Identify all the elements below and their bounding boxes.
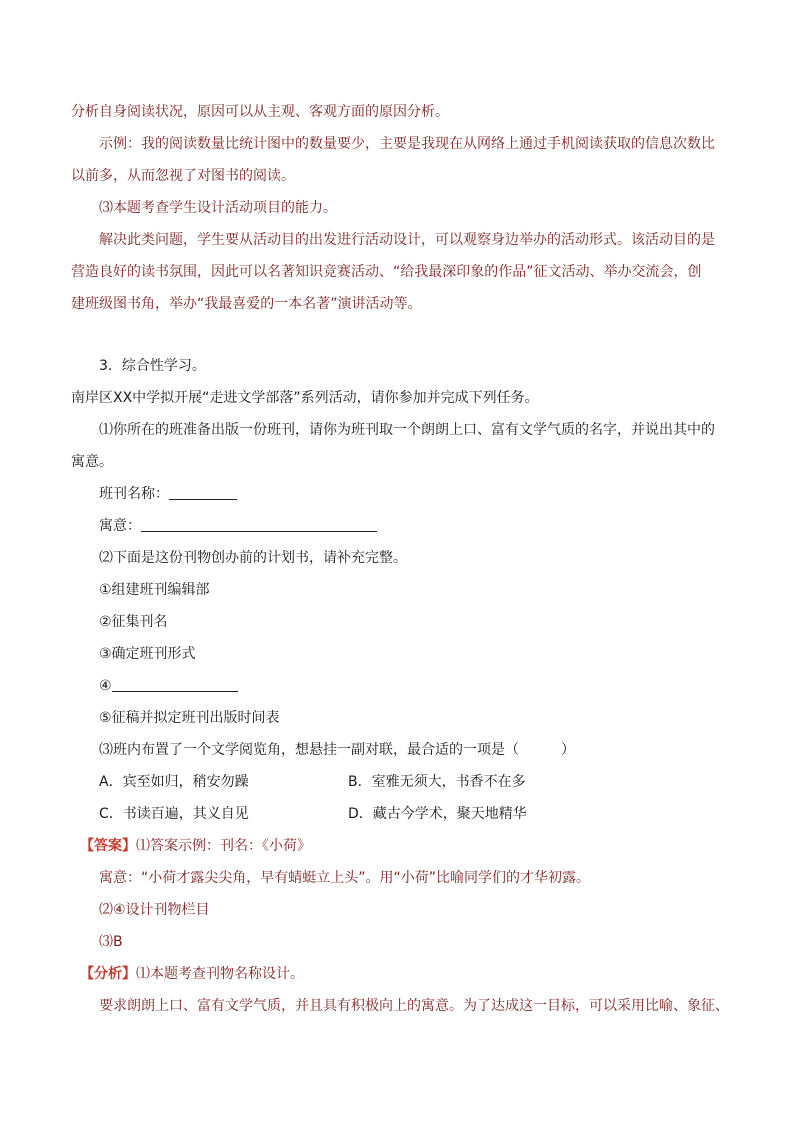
plan-step-4: ④ [99, 678, 112, 694]
example-line-1: 示例：我的阅读数量比统计图中的数量要少，主要是我现在从网络上通过手机阅读获取的信息次数比 [99, 136, 715, 152]
answer-1-meaning: 寓意：“小荷才露尖尖角，早有蜻蜓立上头”。用“小荷”比喻同学们的才华初露。 [99, 870, 591, 886]
meaning-blank [141, 517, 377, 532]
plan-step-1: ①组建班刊编辑部 [99, 582, 210, 598]
analysis-line-7: 建班级图书角，举办“我最喜爱的一本名著”演讲活动等。 [71, 296, 422, 312]
question-1-line-2: 寓意。 [71, 454, 113, 470]
question-3: ⑶班内布置了一个文学阅览角，想悬挂一副对联，最合适的一项是（ ） [99, 742, 575, 758]
question-intro: 南岸区XX中学拟开展“走进文学部落”系列活动，请你参加并完成下列任务。 [71, 390, 539, 406]
analysis-line-6: 营造良好的读书氛围，因此可以名著知识竞赛活动、“给我最深印象的作品”征文活动、举办交流会，创 [71, 264, 702, 280]
analysis-line-5: 解决此类问题，学生要从活动目的出发进行活动设计，可以观察身边举办的活动形式。该活动目的是 [99, 232, 715, 248]
answer-tag: 【答案】 [80, 838, 136, 854]
meaning-row [99, 516, 377, 536]
option-a: A．宾至如归，稍安勿躁 [99, 774, 249, 790]
answer-2: ⑵④设计刊物栏目 [99, 902, 210, 918]
answer-1: ⑴答案示例：刊名：《小荷》 [136, 838, 311, 854]
plan-step-4-row [99, 676, 238, 696]
option-c: C．书读百遍，其义自见 [99, 806, 249, 822]
plan-step-4-blank [112, 677, 238, 692]
meaning-label: 寓意： [99, 518, 141, 534]
option-b: B．室雅无须大，书香不在多 [348, 774, 526, 790]
journal-name-label: 班刊名称： [99, 486, 169, 502]
plan-step-5: ⑤征稿并拟定班刊出版时间表 [99, 710, 280, 726]
analysis-item-3: ⑶本题考查学生设计活动项目的能力。 [99, 200, 337, 216]
example-line-2: 以前多，从而忽视了对图书的阅读。 [71, 168, 295, 184]
journal-name-blank [169, 485, 237, 500]
plan-step-3: ③确定班刊形式 [99, 646, 196, 662]
analysis-line-1: 分析自身阅读状况，原因可以从主观、客观方面的原因分析。 [71, 104, 449, 120]
answer-row [80, 836, 311, 856]
analysis-1: ⑴本题考查刊物名称设计。 [136, 966, 304, 982]
analysis-tag: 【分析】 [80, 966, 136, 982]
question-title: 3．综合性学习。 [99, 358, 206, 374]
plan-step-2: ②征集刊名 [99, 614, 168, 630]
answer-3: ⑶B [99, 934, 123, 950]
question-1-line-1: ⑴你所在的班准备出版一份班刊，请你为班刊取一个朗朗上口、富有文学气质的名字，并说出其中的 [99, 422, 715, 438]
class-journal-name-row [99, 484, 237, 504]
option-d: D．藏古今学术，聚天地精华 [348, 806, 527, 822]
question-2: ⑵下面是这份刊物创办前的计划书，请补充完整。 [99, 550, 407, 566]
analysis-row [80, 964, 304, 984]
analysis-2: 要求朗朗上口、富有文学气质，并且具有积极向上的寓意。为了达成这一目标，可以采用比喻、象征、 [99, 998, 729, 1014]
